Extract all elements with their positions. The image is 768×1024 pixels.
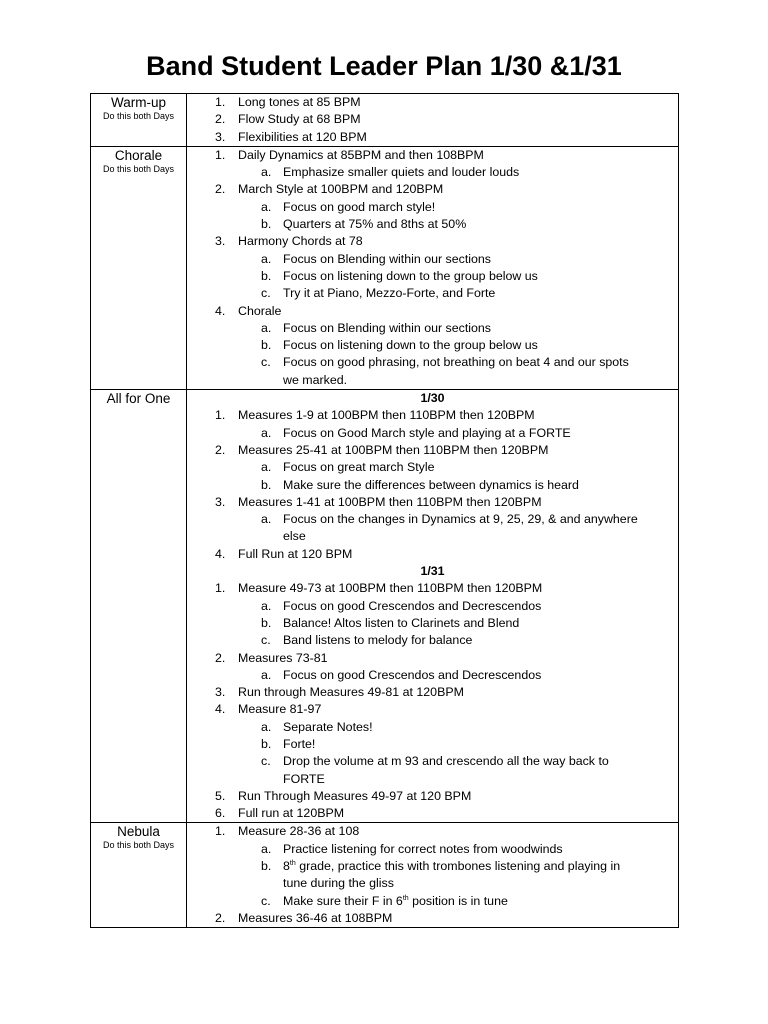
list-item-text <box>187 788 678 805</box>
section-name: Nebula <box>117 824 160 840</box>
list-marker: b. <box>261 736 272 751</box>
sub-list-item <box>187 337 678 354</box>
item-text: tune during the gliss <box>283 876 394 891</box>
item-text: Focus on good Crescendos and Decrescendos <box>283 667 542 682</box>
sub-list-item <box>187 199 678 216</box>
item-text: Focus on good Crescendos and Decrescendos <box>283 598 542 613</box>
sub-list-item <box>187 164 678 181</box>
item-text: Measure 28-36 at 108 <box>238 824 360 839</box>
section-row <box>91 823 679 928</box>
list-item <box>187 147 678 164</box>
item-text: Band listens to melody for balance <box>283 633 473 648</box>
item-text: Measures 1-9 at 100BPM then 110BPM then 120BPM <box>238 408 535 423</box>
sub-list-item <box>187 459 678 476</box>
sub-list-item <box>187 632 678 649</box>
list-marker: 4. <box>215 546 226 561</box>
sub-list-item <box>187 425 678 442</box>
list-marker: b. <box>261 338 272 353</box>
list-marker: b. <box>261 615 272 630</box>
item-text: Separate Notes! <box>283 719 373 734</box>
list-marker: a. <box>261 425 272 440</box>
list-marker: b. <box>261 268 272 283</box>
sub-list-item <box>187 719 678 736</box>
list-marker: a. <box>261 251 272 266</box>
item-text: Forte! <box>283 736 316 751</box>
item-text: Measures 73-81 <box>238 650 328 665</box>
list-item-text <box>187 442 678 459</box>
list-marker: 2. <box>215 442 226 457</box>
section-content-cell <box>187 823 679 928</box>
list-item-text <box>187 580 678 597</box>
item-text: Measures 25-41 at 100BPM then 110BPM then 120BPM <box>238 442 549 457</box>
sub-list-item <box>187 477 678 494</box>
list-item-continuation <box>187 771 678 788</box>
section-content-cell <box>187 146 679 389</box>
item-text-rest: grade, practice this with trombones listening and playing in <box>295 859 621 874</box>
day-heading: 1/31 <box>420 564 445 579</box>
item-text: Full Run at 120 BPM <box>238 546 353 561</box>
item-text: Focus on Good March style and playing at a FORTE <box>283 425 571 440</box>
item-text: Flexibilities at 120 BPM <box>238 129 367 144</box>
list-marker: 3. <box>215 685 226 700</box>
sub-list-item <box>187 615 678 632</box>
item-text: Drop the volume at m 93 and crescendo all the way back to <box>283 754 609 769</box>
list-item <box>187 684 678 701</box>
list-item-text <box>187 528 678 545</box>
item-text: March Style at 100BPM and 120BPM <box>238 182 444 197</box>
list-marker: a. <box>261 512 272 527</box>
list-item-text <box>187 701 678 718</box>
sub-list-item <box>187 753 678 770</box>
list-item-text <box>187 233 678 250</box>
list-marker: b. <box>261 859 272 874</box>
list-item-text <box>187 111 678 128</box>
item-text: Harmony Chords at 78 <box>238 234 363 249</box>
item-text: Run Through Measures 49-97 at 120 BPM <box>238 788 472 803</box>
item-text: Chorale <box>238 303 282 318</box>
section-row <box>91 146 679 389</box>
item-text: Measure 81-97 <box>238 702 322 717</box>
item-text: Make sure the differences between dynamics is heard <box>283 477 579 492</box>
list-item <box>187 407 678 424</box>
list-item <box>187 181 678 198</box>
section-content-cell <box>187 94 679 147</box>
list-item <box>187 650 678 667</box>
sub-list-item <box>187 354 678 371</box>
list-marker: b. <box>261 477 272 492</box>
list-marker: 1. <box>215 95 226 109</box>
item-text: Focus on the changes in Dynamics at 9, 25, 29, & and anywhere <box>283 512 638 527</box>
list-item-text <box>187 94 678 111</box>
item-text: Focus on listening down to the group below us <box>283 338 538 353</box>
ordinal-suffix: th <box>402 894 409 902</box>
ordinal-suffix: th <box>289 859 296 867</box>
list-item-text <box>187 147 678 164</box>
sub-list-item <box>187 841 678 858</box>
list-item-text <box>187 181 678 198</box>
section-name: All for One <box>106 391 171 407</box>
item-text: Focus on great march Style <box>283 460 435 475</box>
list-marker: 2. <box>215 112 226 127</box>
plan-table <box>90 93 679 928</box>
list-marker: a. <box>261 320 272 335</box>
list-marker: c. <box>261 893 271 908</box>
list-marker: b. <box>261 217 272 232</box>
item-text: Daily Dynamics at 85BPM and then 108BPM <box>238 147 484 162</box>
section-row <box>91 94 679 147</box>
item-text: Make sure their F in 6 <box>283 893 403 908</box>
item-text: Measures 36-46 at 108BPM <box>238 910 393 925</box>
list-marker: 2. <box>215 910 226 925</box>
list-marker: 1. <box>215 147 226 162</box>
list-marker: c. <box>261 286 271 301</box>
sub-list-item <box>187 736 678 753</box>
list-item-text <box>187 684 678 701</box>
list-item-text <box>187 910 678 927</box>
section-content-cell <box>187 390 679 823</box>
list-marker: c. <box>261 633 271 648</box>
sub-list-item <box>187 320 678 337</box>
list-marker: a. <box>261 598 272 613</box>
sub-list-item <box>187 511 678 528</box>
item-text: Focus on listening down to the group below us <box>283 268 538 283</box>
item-text: else <box>283 529 306 544</box>
item-text: Long tones at 85 BPM <box>238 95 361 109</box>
list-marker: c. <box>261 355 271 370</box>
item-text: Emphasize smaller quiets and louder louds <box>283 165 520 180</box>
list-item-text <box>187 372 678 389</box>
list-marker: 1. <box>215 408 226 423</box>
sub-list-item <box>187 216 678 233</box>
sub-list-item <box>187 858 678 875</box>
item-text: Balance! Altos listen to Clarinets and Blend <box>283 615 520 630</box>
item-text: Focus on good phrasing, not breathing on beat 4 and our spots <box>283 355 629 370</box>
list-item-text <box>187 875 678 892</box>
section-name: Warm-up <box>110 95 166 110</box>
list-item-text <box>187 303 678 320</box>
list-marker: 2. <box>215 182 226 197</box>
list-item <box>187 111 678 128</box>
list-item <box>187 233 678 250</box>
list-item <box>187 823 678 840</box>
sub-list-item <box>187 667 678 684</box>
section-label-cell <box>91 390 187 823</box>
item-text: Try it at Piano, Mezzo-Forte, and Forte <box>283 286 496 301</box>
list-marker: a. <box>261 199 272 214</box>
list-marker: 4. <box>215 702 226 717</box>
list-item-text <box>187 805 678 822</box>
list-item <box>187 94 678 111</box>
section-note: Do this both Days <box>102 111 175 121</box>
sub-list-item <box>187 893 678 910</box>
section-label-cell <box>91 94 187 147</box>
list-item <box>187 580 678 597</box>
list-marker: c. <box>261 754 271 769</box>
section-label-cell <box>91 146 187 389</box>
list-item <box>187 788 678 805</box>
list-marker: 1. <box>215 824 226 839</box>
list-marker: a. <box>261 460 272 475</box>
list-marker: a. <box>261 667 272 682</box>
list-marker: 2. <box>215 650 226 665</box>
sub-list-item <box>187 251 678 268</box>
list-item-text <box>187 771 678 788</box>
item-text: Focus on Blending within our sections <box>283 320 492 335</box>
list-item-text <box>187 129 678 146</box>
item-text: Measure 49-73 at 100BPM then 110BPM then 120BPM <box>238 581 543 596</box>
list-marker: 4. <box>215 303 226 318</box>
list-item <box>187 701 678 718</box>
section-note: Do this both Days <box>102 840 175 851</box>
section-note: Do this both Days <box>102 163 175 174</box>
sub-list-item <box>187 598 678 615</box>
list-item-text <box>187 407 678 424</box>
item-text: Full run at 120BPM <box>238 806 345 821</box>
list-marker: a. <box>261 719 272 734</box>
list-item <box>187 129 678 146</box>
list-item <box>187 494 678 511</box>
page-title: Band Student Leader Plan 1/30 &1/31 <box>146 51 622 81</box>
list-item <box>187 805 678 822</box>
list-item-continuation <box>187 875 678 892</box>
list-marker: a. <box>261 841 272 856</box>
list-item-text <box>187 650 678 667</box>
section-name: Chorale <box>114 147 163 163</box>
list-item-text <box>187 823 678 840</box>
list-item-text <box>187 546 678 563</box>
item-text: Quarters at 75% and 8ths at 50% <box>283 217 467 232</box>
item-text-rest: position is in tune <box>408 893 508 908</box>
day-heading: 1/30 <box>420 391 445 406</box>
item-text: 8 <box>283 859 290 874</box>
item-text: Focus on good march style! <box>283 199 436 214</box>
item-text: Focus on Blending within our sections <box>283 251 492 266</box>
list-item <box>187 442 678 459</box>
list-item-continuation <box>187 528 678 545</box>
item-text: we marked. <box>283 372 348 387</box>
sub-list-item <box>187 285 678 302</box>
item-text: Measures 1-41 at 100BPM then 110BPM then 120BPM <box>238 494 542 509</box>
list-marker: 3. <box>215 234 226 249</box>
list-item-text <box>187 494 678 511</box>
list-marker: 5. <box>215 788 226 803</box>
list-item <box>187 546 678 563</box>
list-marker: 3. <box>215 129 226 144</box>
list-item-continuation <box>187 372 678 389</box>
list-marker: 1. <box>215 581 226 596</box>
list-marker: 3. <box>215 494 226 509</box>
list-marker: a. <box>261 165 272 180</box>
item-text: Practice listening for correct notes from woodwinds <box>283 841 563 856</box>
list-marker: 6. <box>215 806 226 821</box>
section-label-cell <box>91 823 187 928</box>
section-row <box>91 390 679 823</box>
item-text: Run through Measures 49-81 at 120BPM <box>238 685 464 700</box>
sub-list-item <box>187 268 678 285</box>
item-text: FORTE <box>283 771 325 786</box>
item-text: Flow Study at 68 BPM <box>238 112 361 127</box>
list-item <box>187 303 678 320</box>
list-item <box>187 910 678 927</box>
